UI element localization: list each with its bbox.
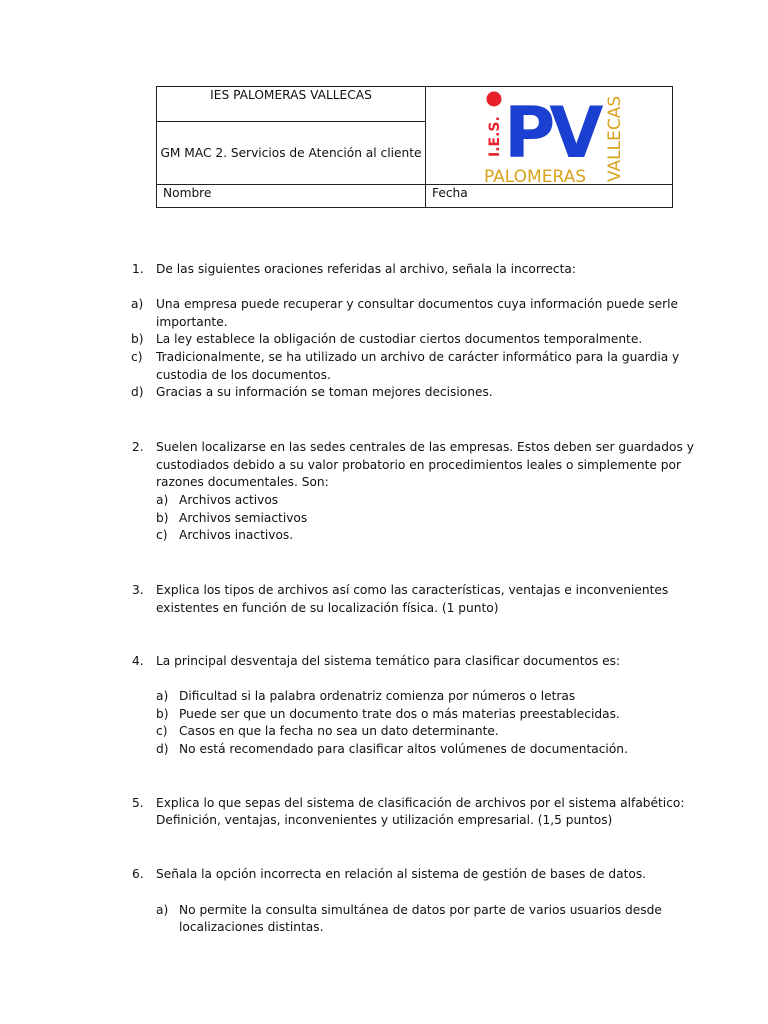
question-number: 4. [132,654,144,668]
option-text: Una empresa puede recuperar y consultar documentos cuya información puede serle [156,297,679,311]
option-text: La ley establece la obligación de custodiar ciertos documentos temporalmente. [156,332,643,346]
question-number: 5. [132,796,144,810]
question-text: De las siguientes oraciones referidas al archivo, señala la incorrecta: [156,262,576,276]
header-table [156,86,673,208]
logo-cell [426,87,673,185]
option-marker: a) [156,493,169,507]
question-text: Señala la opción incorrecta en relación al sistema de gestión de bases de datos. [156,867,647,881]
name-label: Nombre [163,186,212,200]
option-marker: d) [156,742,169,756]
school-name: IES PALOMERAS VALLECAS [210,88,372,102]
option-text: custodia de los documentos. [156,368,331,382]
question-number: 3. [132,583,144,597]
option-marker: b) [156,511,169,525]
option-marker: c) [156,528,168,542]
option-text: No permite la consulta simultánea de datos por parte de varios usuarios desde [179,903,662,917]
option-marker: a) [156,689,169,703]
option-marker: d) [131,385,144,399]
option-text: No está recomendado para clasificar altos volúmenes de documentación. [179,742,628,756]
option-text: Archivos semiactivos [179,511,308,525]
option-marker: c) [131,350,143,364]
ies-palomeras-vallecas-logo [426,87,674,183]
option-marker: b) [156,707,169,721]
option-text: Gracias a su información se toman mejores decisiones. [156,385,493,399]
logo-red-dot [487,92,502,107]
course-title: GM MAC 2. Servicios de Atención al cliente [160,146,422,160]
date-cell[interactable] [426,185,673,208]
option-text: Puede ser que un documento trate dos o más materias preestablecidas. [179,707,620,721]
option-marker: a) [131,297,144,311]
option-text: Archivos inactivos. [179,528,294,542]
question-number: 2. [132,440,144,454]
option-marker: c) [156,724,168,738]
logo-palomeras-text: PALOMERAS [484,167,586,183]
date-label: Fecha [432,186,468,200]
option-text: Dificultad si la palabra ordenatriz comienza por números o letras [179,689,576,703]
school-cell [157,87,426,122]
question-text: razones documentales. Son: [156,475,329,489]
question-text: Definición, ventajas, inconvenientes y utilización empresarial. (1,5 puntos) [156,813,613,827]
question-text: existentes en función de su localización física. (1 punto) [156,601,499,615]
question-text: Explica lo que sepas del sistema de clasificación de archivos por el sistema alfabético: [156,796,685,810]
question-text: Explica los tipos de archivos así como las características, ventajas e inconvenientes [156,583,669,597]
question-text: custodiados debido a su valor probatorio en procedimientos leales o simplemente por [156,458,682,472]
logo-ies-text: I.E.S. [487,116,503,157]
option-text: Casos en que la fecha no sea un dato determinante. [179,724,499,738]
logo-pv-text: PV [504,92,598,174]
name-cell[interactable] [157,185,426,208]
logo-vallecas-text: VALLECAS [605,95,625,182]
option-marker: b) [131,332,144,346]
option-text: Archivos activos [179,493,279,507]
question-number: 1. [132,262,144,276]
option-text: Tradicionalmente, se ha utilizado un archivo de carácter informático para la guardia y [156,350,680,364]
question-text: Suelen localizarse en las sedes centrales de las empresas. Estos deben ser guardados y [156,440,694,454]
option-marker: a) [156,903,169,917]
course-cell [157,122,426,185]
option-text: localizaciones distintas. [179,920,324,934]
option-text: importante. [156,315,228,329]
question-number: 6. [132,867,144,881]
question-text: La principal desventaja del sistema temático para clasificar documentos es: [156,654,621,668]
